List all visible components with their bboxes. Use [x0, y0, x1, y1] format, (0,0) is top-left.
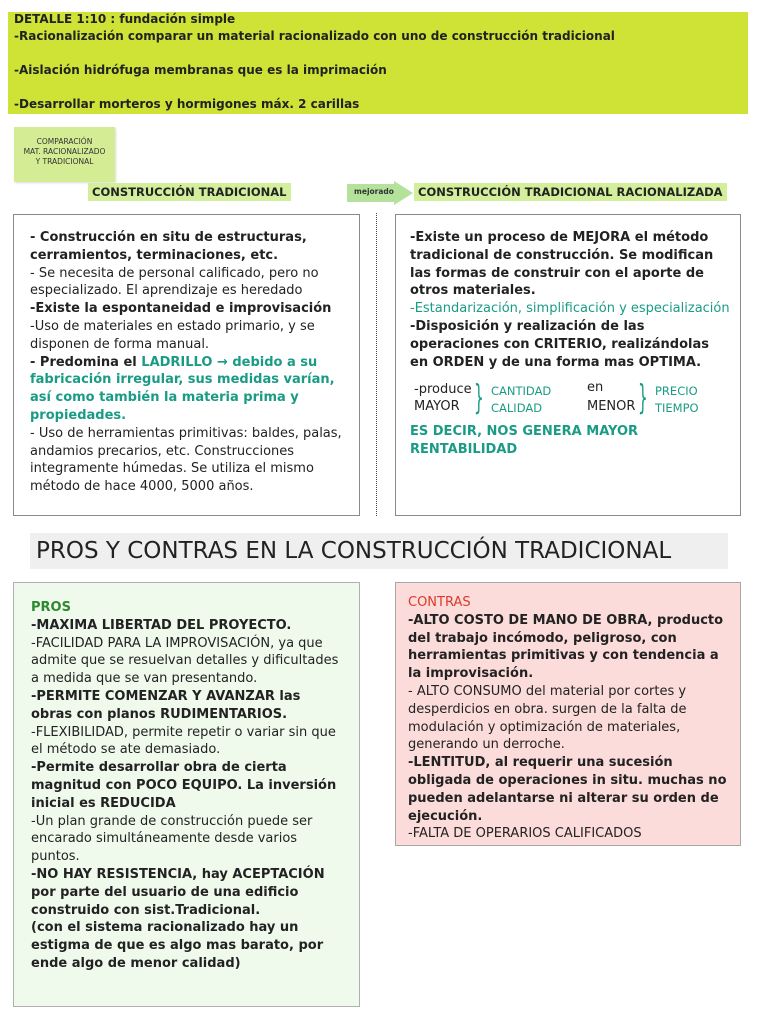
cons-box	[395, 582, 741, 846]
traditional-point-2: - Se necesita de personal calificado, pero no especializado. El aprendizaje es heredado	[30, 265, 319, 299]
cons-point-4: -FALTA DE OPERARIOS CALIFICADOS	[408, 826, 642, 842]
pros-title: PROS	[31, 600, 71, 615]
rationalized-point-2: -Estandarización, simplificación y especialización	[410, 301, 730, 317]
traditional-point-3: -Existe la espontaneidad e improvisación	[30, 301, 332, 317]
rationalized-point-3: -Disposición y realización de las operaciones con CRITERIO, realizándolas en ORDEN y de una forma mas OPTIMA.	[410, 318, 710, 370]
header-line-2: -Racionalización comparar un material racionalizado con uno de construcción tradicional	[14, 29, 615, 43]
calidad-label: CALIDAD	[491, 401, 543, 416]
produce-comparison	[410, 379, 730, 419]
rationalized-conclusion: ES DECIR, NOS GENERA MAYOR RENTABILIDAD	[410, 424, 639, 458]
pros-cons-heading: PROS Y CONTRAS EN LA CONSTRUCCIÓN TRADICIONAL	[30, 533, 728, 569]
precio-label: PRECIO	[655, 384, 698, 399]
pros-point-3: -PERMITE COMENZAR Y AVANZAR las obras con planos RUDIMENTARIOS.	[31, 688, 301, 722]
cons-title: CONTRAS	[408, 595, 471, 610]
traditional-point-5-lead: - Predomina el	[30, 354, 142, 370]
header-line-4: -Desarrollar morteros y hormigones máx. 2 carillas	[14, 97, 360, 111]
rationalized-title: CONSTRUCCIÓN TRADICIONAL RACIONALIZADA	[414, 183, 727, 201]
pros-point-2: -FACILIDAD PARA LA IMPROVISACIÓN, ya que admite que se resuelvan detalles y dificultades a medida que se van presentando.	[31, 635, 339, 687]
traditional-point-1: - Construcción en situ de estructuras, cerramientos, terminaciones, etc.	[30, 230, 307, 263]
pros-point-4: -FLEXIBILIDAD, permite repetir o variar sin que el método se ate demasiado.	[31, 724, 336, 758]
pros-point-6: -Un plan grande de construcción puede ser encarado simultáneamente desde varios puntos.	[31, 813, 313, 865]
pros-point-5: -Permite desarrollar obra de cierta magnitud con POCO EQUIPO. La inversión inicial es REDUCIDA	[31, 760, 337, 811]
tiempo-label: TIEMPO	[655, 401, 699, 416]
traditional-point-4: -Uso de materiales en estado primario, y se disponen de forma manual.	[30, 318, 315, 352]
rationalized-box	[395, 214, 741, 516]
note-line-3: Y TRADICIONAL	[35, 157, 94, 166]
dotted-divider	[376, 213, 377, 516]
cons-point-3: -LENTITUD, al requerir una sucesión obligada de operaciones in situ. muchas no pueden adelantarse ni alterar su orden de ejecución.	[408, 755, 727, 824]
brace-icon: }	[474, 378, 484, 419]
rationalized-point-1: -Existe un proceso de MEJORA el método tradicional de construcción. Se modifican las formas de construir con el aporte de otros materiales.	[410, 230, 714, 299]
cons-point-1: -ALTO COSTO DE MANO DE OBRA, producto del trabajo incómodo, peligroso, con herramientas primitivas y con tendencia a la improvisación.	[408, 612, 724, 682]
brace-icon: }	[638, 378, 648, 419]
cons-point-2: - ALTO CONSUMO del material por cortes y desperdicios en obra. surgen de la falta de modulación y optimización de materiales, generando un derroche.	[408, 683, 687, 753]
header-line-3: -Aislación hidrófuga membranas que es la imprimación	[14, 63, 387, 77]
pros-point-7: -NO HAY RESISTENCIA, hay ACEPTACIÓN por parte del usuario de una edificio construido con sist.Tradicional.	[31, 866, 325, 918]
header-line-1: DETALLE 1:10 : fundación simple	[14, 12, 236, 26]
traditional-box	[13, 214, 360, 516]
improved-arrow	[347, 181, 413, 205]
mayor-label: MAYOR	[414, 399, 460, 415]
traditional-point-5	[30, 354, 345, 425]
note-line-1: COMPARACIÓN	[36, 137, 93, 146]
pros-box	[13, 582, 360, 1007]
traditional-point-6: - Uso de herramientas primitivas: baldes, palas, andamios precarios, etc. Construcciones integramente húmedas. Se utiliza el mismo método de hace 4000, 5000 años.	[30, 425, 342, 495]
pros-point-1: -MAXIMA LIBERTAD DEL PROYECTO.	[31, 617, 292, 633]
pros-point-8: (con el sistema racionalizado hay un estigma de que es algo mas barato, por ende algo de menor calidad)	[31, 920, 324, 971]
produce-label: -produce	[414, 382, 472, 398]
traditional-point-5-brick: LADRILLO → debido a su fabricación irregular, sus medidas varían, así como también la materia prima y propiedades.	[30, 354, 335, 423]
arrow-label: mejorado	[354, 187, 394, 196]
traditional-title: CONSTRUCCIÓN TRADICIONAL	[88, 183, 291, 201]
comparison-note	[14, 127, 115, 182]
header-band	[8, 12, 748, 114]
menor-label: MENOR	[587, 399, 636, 415]
en-label: en	[587, 380, 604, 396]
note-line-2: MAT. RACIONALIZADO	[23, 147, 106, 156]
cantidad-label: CANTIDAD	[491, 384, 552, 399]
